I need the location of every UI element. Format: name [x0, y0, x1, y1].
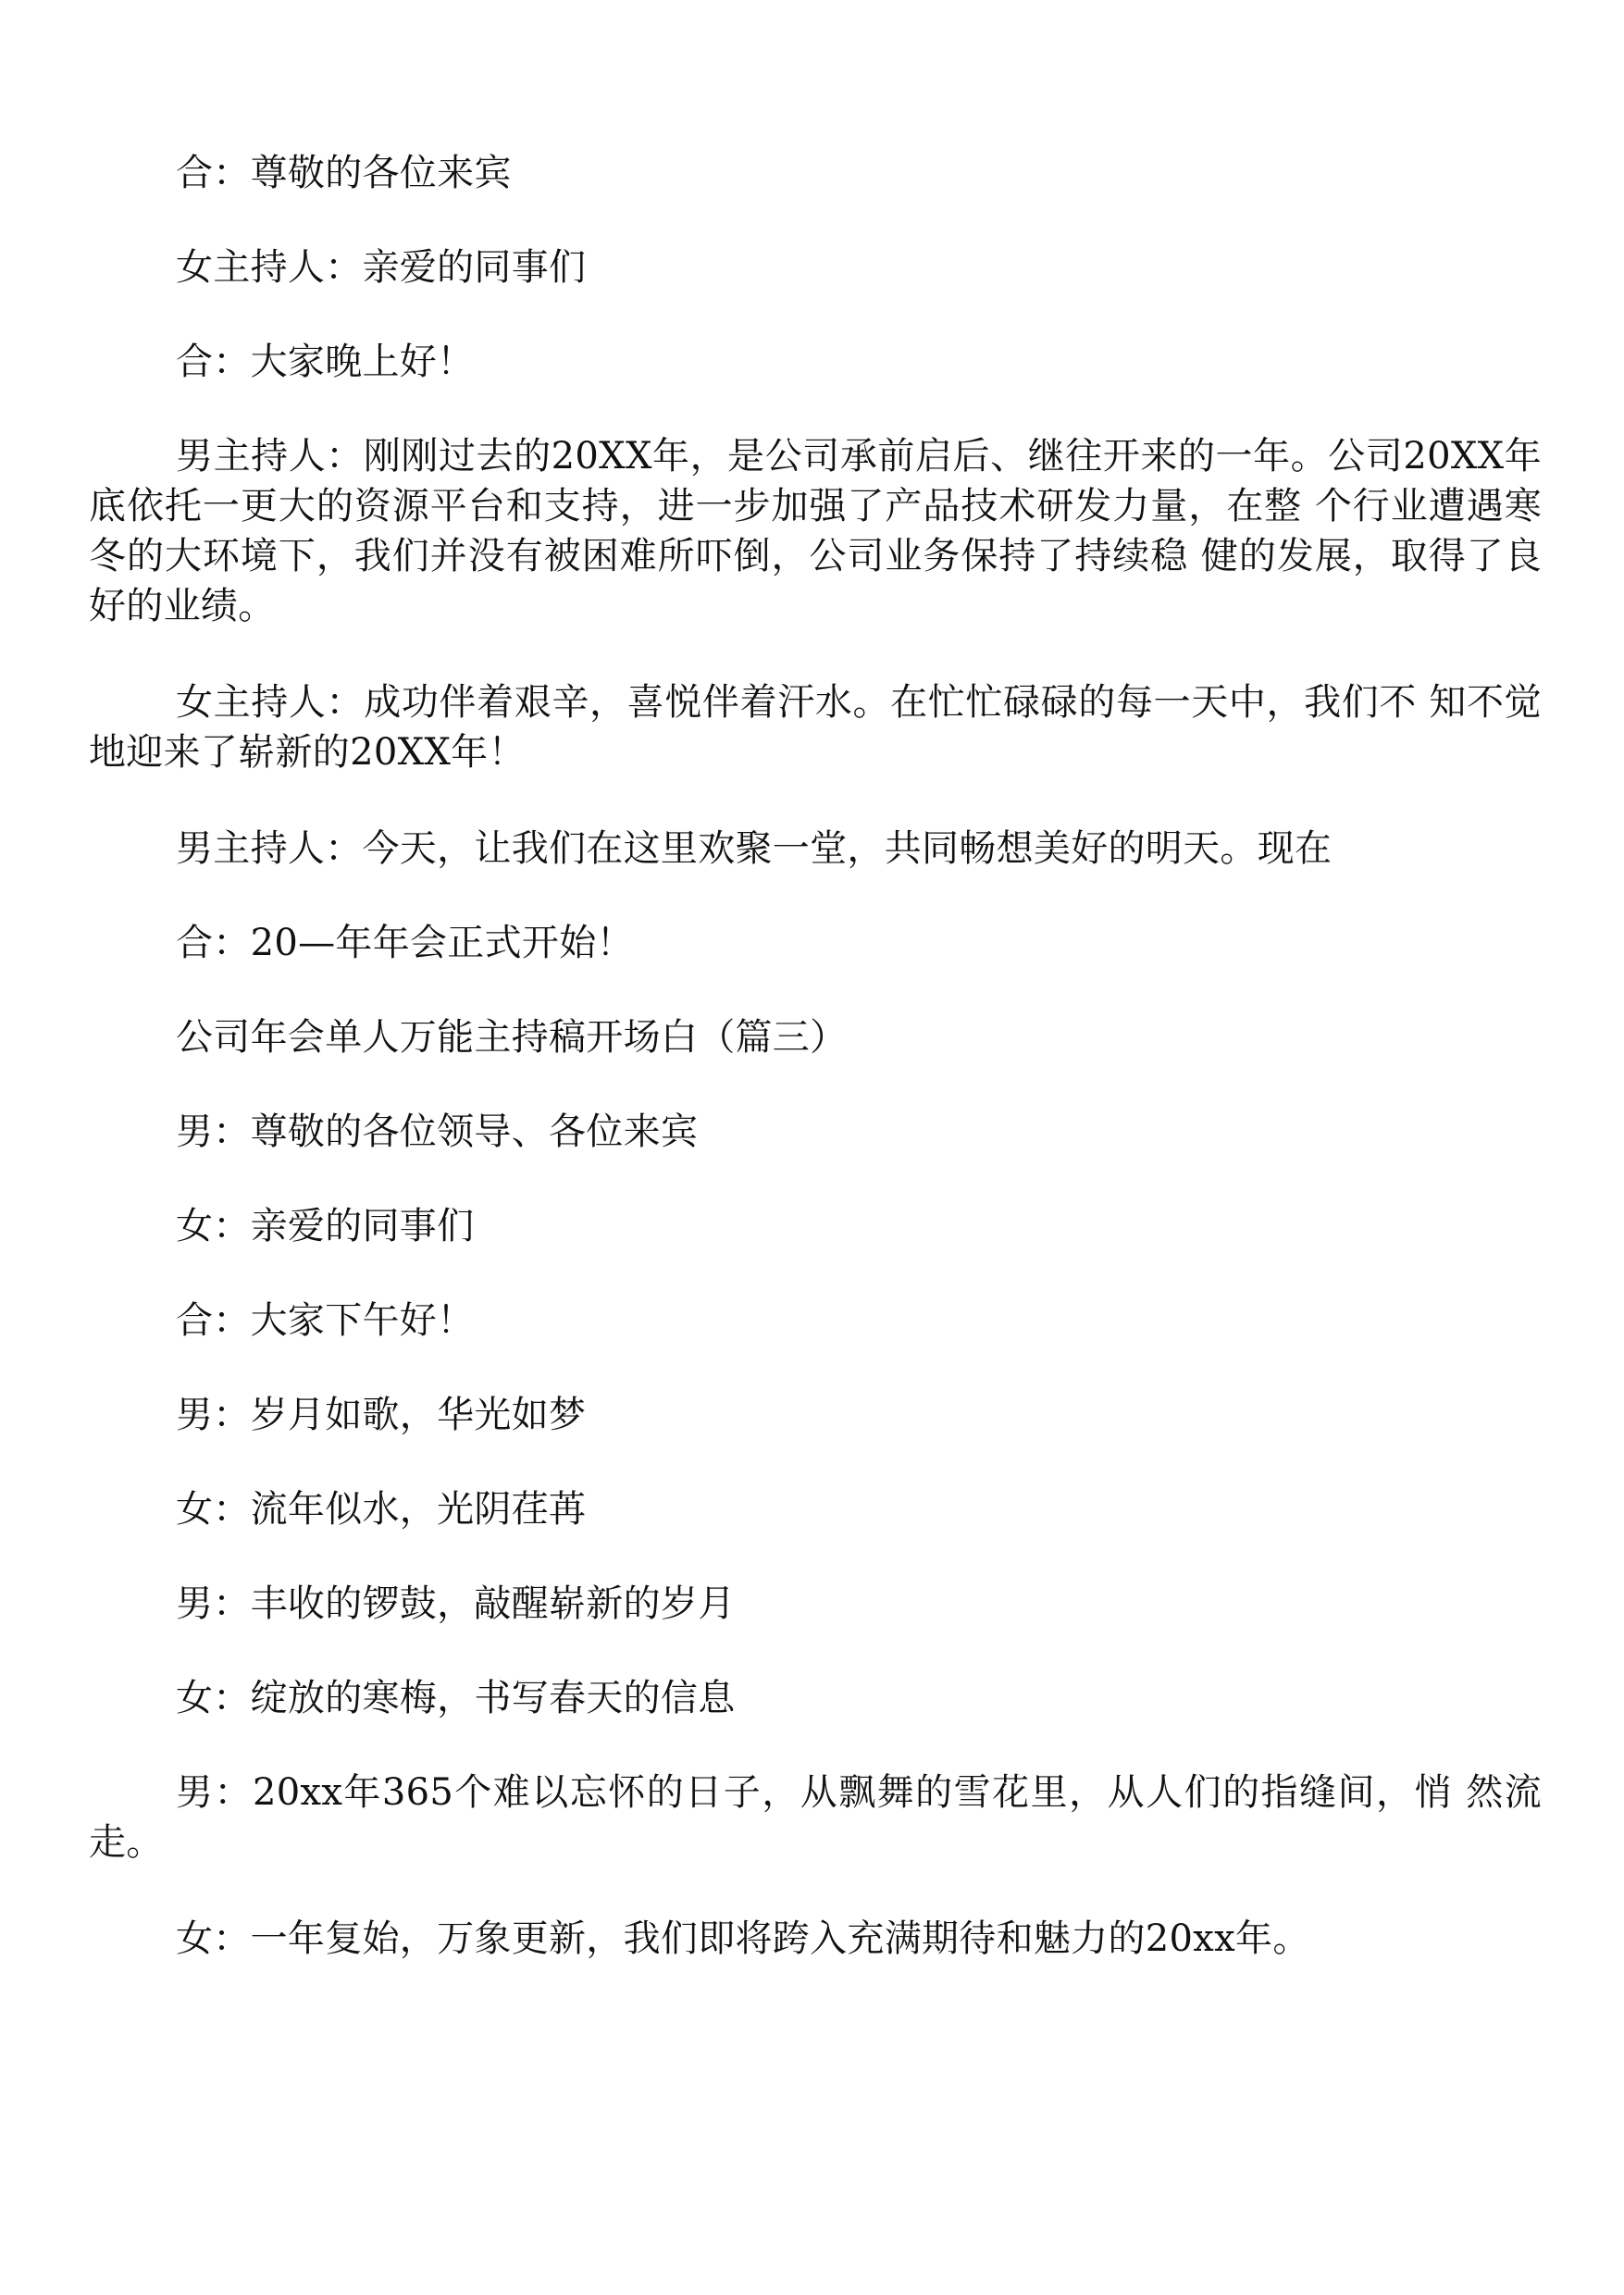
paragraph: 女主持人：亲爱的同事们 — [176, 246, 587, 289]
document-page — [89, 148, 1542, 1964]
paragraph: 男：20xx年365个难以忘怀的日子，从飘舞的雪花里，从人们的指缝间，悄 然流走。 — [89, 1771, 1542, 1864]
paragraph: 女：亲爱的同事们 — [176, 1205, 475, 1247]
paragraph: 合：大家晚上好！ — [176, 341, 475, 383]
paragraph: 合：尊敬的各位来宾 — [176, 152, 512, 194]
paragraph: 合：20—年年会正式开始！ — [176, 922, 634, 964]
paragraph: 男：岁月如歌，华光如梦 — [176, 1394, 587, 1436]
paragraph: 男：尊敬的各位领导、各位来宾 — [176, 1110, 699, 1153]
paragraph: 合：大家下午好！ — [176, 1299, 475, 1342]
paragraph: 男主持人：刚刚过去的20XX年，是公司承前启后、继往开来的一年。公司20XX年底依托一更大的资源平台和支持，进一步加强了产品技术研发力量，在整 个行业遭遇寒冬的大环境下，我们并没有被困难所吓倒，公司业务保持了持续稳 健的发展，取得了良好的业绩。 — [89, 435, 1542, 627]
paragraph: 女：绽放的寒梅，书写春天的信息 — [176, 1677, 736, 1719]
paragraph: 男主持人：今天，让我们在这里欢聚一堂，共同畅想美好的明天。现在 — [176, 827, 1333, 870]
paragraph: 男：丰收的锣鼓，敲醒崭新的岁月 — [176, 1582, 736, 1625]
paragraph: 女：流年似水，光阴荏苒 — [176, 1488, 587, 1531]
paragraph: 女主持人：成功伴着艰辛，喜悦伴着汗水。在忙忙碌碌的每一天中，我们不 知不觉地迎来了崭新的20XX年！ — [89, 681, 1542, 774]
paragraph: 女：一年复始，万象更新，我们即将跨入充满期待和魅力的20xx年。 — [176, 1917, 1310, 1960]
section-heading: 公司年会单人万能主持稿开场白（篇三） — [176, 1016, 848, 1059]
